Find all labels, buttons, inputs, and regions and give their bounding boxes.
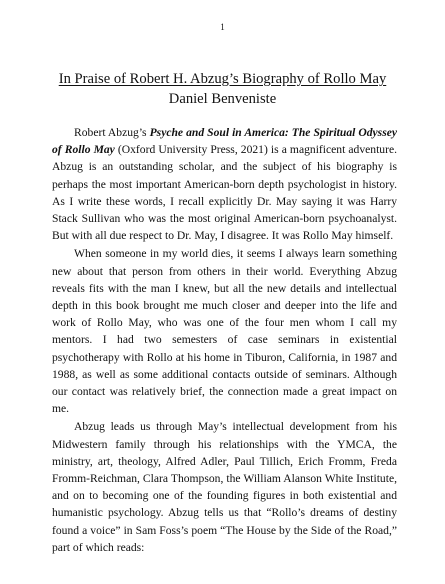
paragraph-3: Abzug leads us through May’s intellectual development from his Midwestern family through his relationships with the YMCA, the ministry, art, theology, Alfred Adler, Paul Tillich, Erich Fromm, Freda Fromm-Reichman, Clara Thompson, the William Alanson White Institute, and on to becoming one of the founding figures in both existential and humanistic psychology. Abzug tells us that “Rollo’s dreams of destiny found a voice” in Sam Foss’s poem “The House by the Side of the Road,” part of which reads: bbox=[52, 420, 397, 554]
paragraph-1-rest: (Oxford University Press, 2021) is a magnificent adventure. Abzug is an outstanding scholar, and the subject of his biography is perhaps the most important American-born depth psychologist in history. As I write these words, I recall explicitly Dr. May saying it was Harry Stack Sullivan who was the most original American-born psychoanalyst. But with all due respect to Dr. May, I disagree. It was Rollo May himself. bbox=[52, 143, 397, 243]
paragraph-2: When someone in my world dies, it seems I always learn something new about that person from others in their world. Everything Abzug reveals fits with the man I knew, but all the new details and intellectual depth in this book brought me much closer and deeper into the life and work of Rollo May, who was one of the four men whom I call my mentors. I had two semesters of case seminars in existential psychotherapy with Rollo at his home in Tiburon, California, in 1987 and 1988, as well as some additional contacts outside of seminars. Although our contact was relatively brief, the connection made a great impact on me. bbox=[52, 247, 397, 416]
author-name: Daniel Benveniste bbox=[168, 91, 277, 107]
paragraph-1-lead: Robert Abzug’s bbox=[74, 126, 150, 139]
page-number: 1 bbox=[220, 22, 225, 32]
document-title: In Praise of Robert H. Abzug’s Biography of Rollo May bbox=[58, 71, 387, 87]
paragraph-1 bbox=[52, 124, 397, 244]
book-title: Psyche and Soul in America: The Spiritual Odyssey of Rollo May bbox=[52, 126, 397, 157]
body-text bbox=[52, 124, 397, 556]
